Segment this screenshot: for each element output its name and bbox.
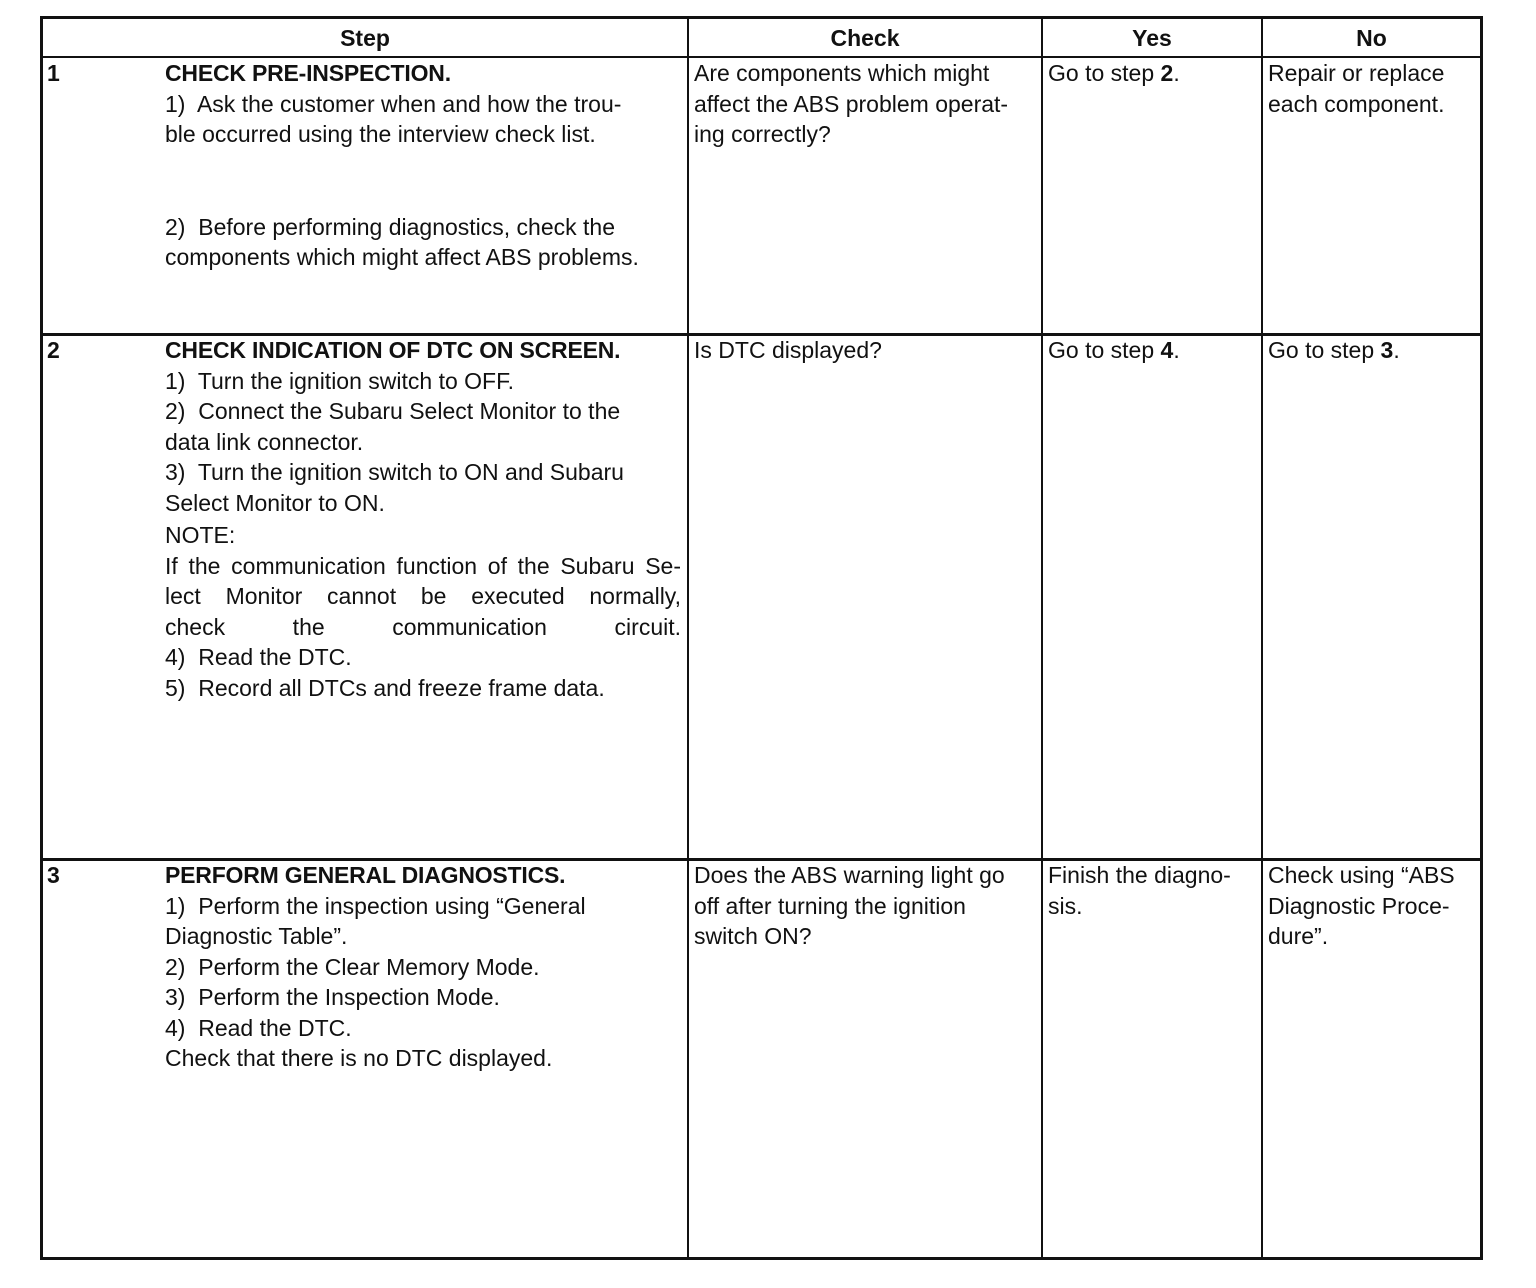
step-instruction: 2) Perform the Clear Memory Mode.	[165, 953, 540, 980]
no-line: each component.	[1268, 90, 1445, 117]
column-divider	[1041, 19, 1043, 1257]
note-line: lect Monitor cannot be executed normally,	[165, 583, 681, 609]
note-line: check the communication circuit.	[165, 613, 681, 640]
step-content	[165, 335, 685, 703]
step-instruction: ble occurred using the interview check list.	[165, 121, 596, 147]
no-suffix: .	[1393, 337, 1400, 363]
no-label: Go to step	[1268, 337, 1381, 363]
yes-label: Go to step	[1048, 337, 1161, 363]
yes-label: Go to step	[1048, 60, 1161, 86]
step-content	[165, 58, 685, 273]
header-no: No	[1356, 25, 1387, 51]
check-line: Are components which might	[694, 60, 990, 86]
yes-line: sis.	[1048, 892, 1083, 919]
step-instruction: Diagnostic Table”.	[165, 923, 348, 949]
no-step-ref: 3	[1380, 337, 1394, 363]
yes-step-ref: 4	[1160, 337, 1174, 363]
check-line: ing correctly?	[694, 121, 831, 147]
step-title: PERFORM GENERAL DIAGNOSTICS.	[165, 862, 566, 888]
step-instruction: 1) Turn the ignition switch to OFF.	[165, 367, 514, 394]
yes-line: Finish the diagno-	[1048, 862, 1231, 888]
note-body	[165, 551, 681, 643]
header-step: Step	[340, 25, 390, 51]
yes-suffix: .	[1173, 60, 1180, 86]
step-title: CHECK INDICATION OF DTC ON SCREEN.	[165, 337, 621, 363]
step-instruction: 2) Connect the Subaru Select Monitor to the	[165, 398, 621, 424]
step-title: CHECK PRE-INSPECTION.	[165, 60, 451, 86]
check-line: switch ON?	[694, 923, 812, 949]
no-line: Repair or replace	[1268, 60, 1445, 86]
step-instruction: 3) Perform the Inspection Mode.	[165, 984, 500, 1010]
yes-text	[1048, 860, 1258, 921]
step-instruction: 1) Ask the customer when and how the trou-	[165, 90, 622, 117]
yes-suffix: .	[1173, 337, 1180, 363]
step-instruction: 4) Read the DTC.	[165, 644, 352, 670]
header-check: Check	[830, 25, 900, 51]
diagnostic-table	[40, 16, 1483, 1260]
note-label: NOTE:	[165, 522, 236, 548]
step-number: 1	[47, 60, 60, 86]
no-text	[1268, 58, 1478, 119]
no-line: dure”.	[1268, 923, 1329, 949]
step-instruction: Select Monitor to ON.	[165, 489, 385, 516]
no-line: Diagnostic Proce-	[1268, 892, 1450, 919]
step-number: 3	[47, 862, 60, 888]
step-instruction: data link connector.	[165, 428, 364, 455]
no-line: Check using “ABS	[1268, 862, 1455, 888]
column-divider	[687, 19, 689, 1257]
yes-text	[1048, 335, 1258, 366]
note-line: If the communication function of the Subaru Se-	[165, 552, 681, 579]
step-instruction: 2) Before performing diagnostics, check the	[165, 213, 616, 240]
step-instruction: 5) Record all DTCs and freeze frame data.	[165, 674, 605, 701]
check-line: Does the ABS warning light go	[694, 862, 1005, 888]
no-text	[1268, 860, 1478, 952]
check-text	[694, 860, 1039, 952]
check-line: Is DTC displayed?	[694, 337, 882, 363]
no-text	[1268, 335, 1478, 366]
step-instruction: Check that there is no DTC displayed.	[165, 1045, 553, 1071]
column-divider	[1261, 19, 1263, 1257]
yes-step-ref: 2	[1160, 60, 1174, 86]
step-instruction: 4) Read the DTC.	[165, 1014, 352, 1041]
check-text	[694, 335, 1039, 366]
step-number: 2	[47, 337, 60, 363]
step-instruction: components which might affect ABS problems.	[165, 244, 639, 270]
check-line: affect the ABS problem operat-	[694, 90, 1009, 117]
yes-text	[1048, 58, 1258, 89]
check-line: off after turning the ignition	[694, 892, 966, 919]
step-instruction: 1) Perform the inspection using “General	[165, 892, 586, 919]
check-text	[694, 58, 1039, 150]
header-yes: Yes	[1132, 25, 1172, 51]
step-content	[165, 860, 685, 1074]
step-instruction: 3) Turn the ignition switch to ON and Subaru	[165, 459, 624, 485]
